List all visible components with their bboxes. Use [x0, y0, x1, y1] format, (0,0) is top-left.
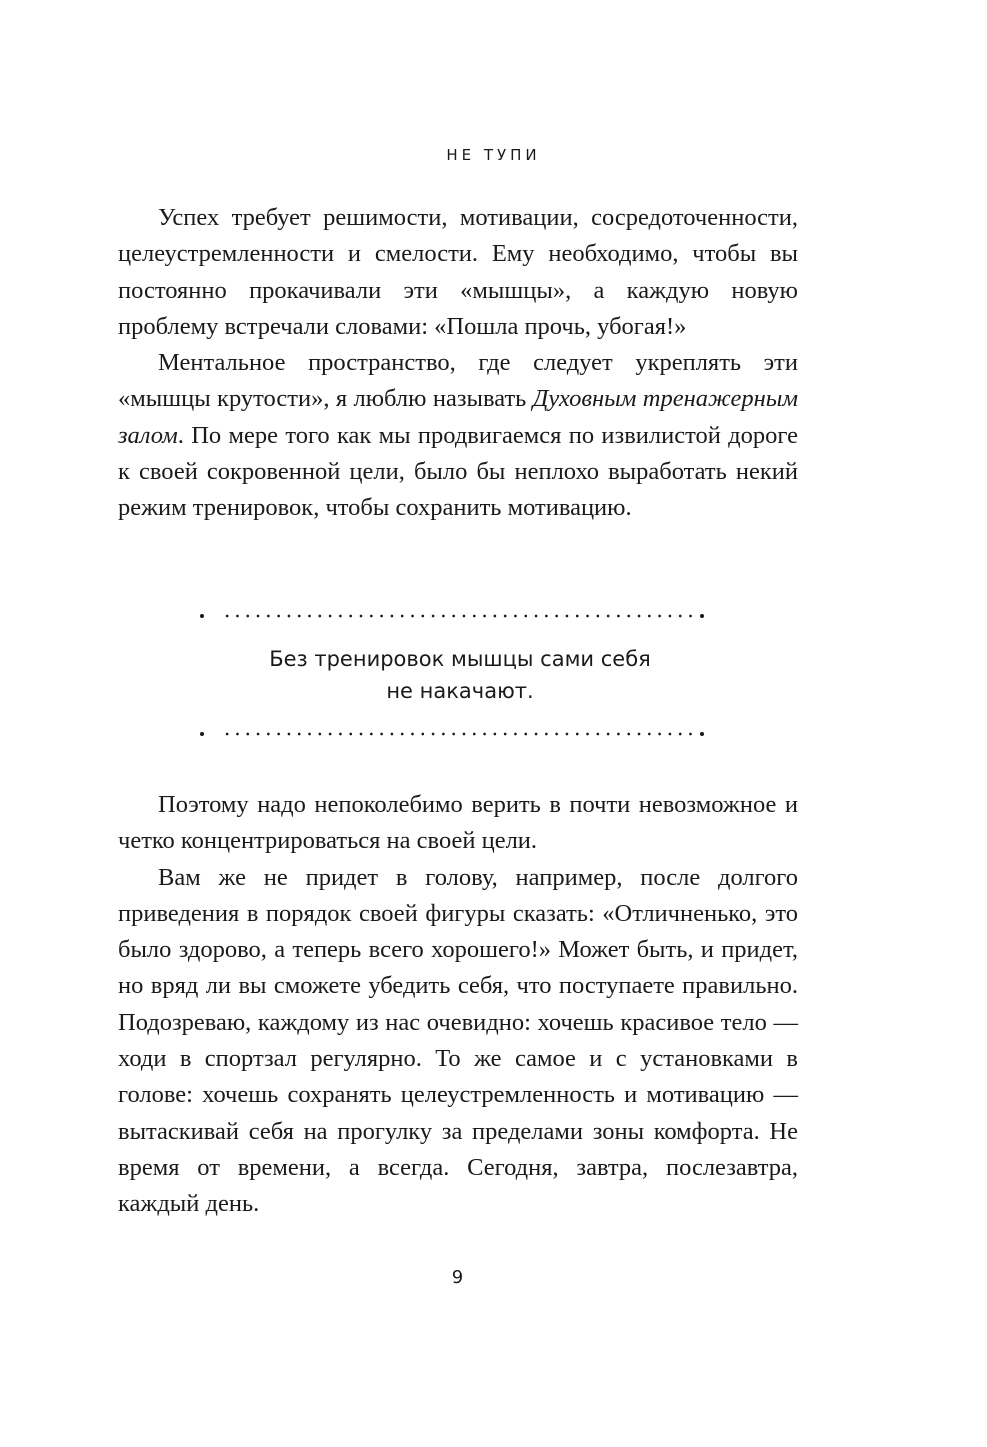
paragraph-2 [118, 345, 798, 526]
body-text-bottom [118, 787, 798, 1223]
divider-dot [700, 614, 704, 618]
paragraph-2-emphasis: Духовным тренажерным залом [118, 385, 799, 449]
divider-dot [200, 614, 204, 618]
pull-quote-line-1: Без тренировок мышцы сами себя [269, 647, 651, 671]
divider-dot [200, 732, 204, 736]
paragraph-2-start: Ментальное пространство, где следует укреплять эти «мышцы крутости», я люблю называть [118, 349, 798, 413]
divider-dot-row [222, 732, 692, 736]
page-number: 9 [451, 1267, 464, 1288]
divider-dot [700, 732, 704, 736]
paragraph-3: Поэтому надо непоколебимо верить в почти невозможное и четко концентрироваться на своей цели. [118, 791, 798, 855]
pull-quote [200, 643, 720, 707]
paragraph-2-end: . По мере того как мы продвигаемся по извилистой дороге к своей сокровенной цели, было бы неплохо выработать некий режим тренировок, чтобы сохранить мотивацию. [118, 421, 798, 522]
pull-quote-line-2: не накачают. [386, 679, 534, 703]
divider-dot-row [222, 614, 692, 618]
running-head: НЕ ТУПИ [446, 146, 541, 164]
divider-dots-bottom [200, 729, 720, 739]
paragraph-1: Успех требует решимости, мотивации, сосредоточенности, целеустремленности и смелости. Ему необходимо, чтобы вы постоянно прокачивали эти «мышцы», а каждую новую проблему встречали словами: «Пошла прочь, убогая!» [118, 204, 798, 340]
body-text-top [118, 200, 798, 527]
paragraph-4: Вам же не придет в голову, например, после долгого приведения в порядок своей фигуры сказать: «Отличненько, это было здорово, а теперь всего хорошего!» Может быть, и придет, но вряд ли вы сможете убедить себя, что поступаете правильно. Подозреваю, каждому из нас очевидно: хочешь красивое тело — ходи в спортзал регулярно. То же самое и с установками в голове: хочешь сохранять целеустремленность и мотивацию — вытаскивай себя на прогулку за пределами зоны комфорта. Не время от времени, а всегда. Сегодня, завтра, послезавтра, каждый день. [118, 863, 798, 1218]
divider-dots-top [200, 611, 720, 621]
